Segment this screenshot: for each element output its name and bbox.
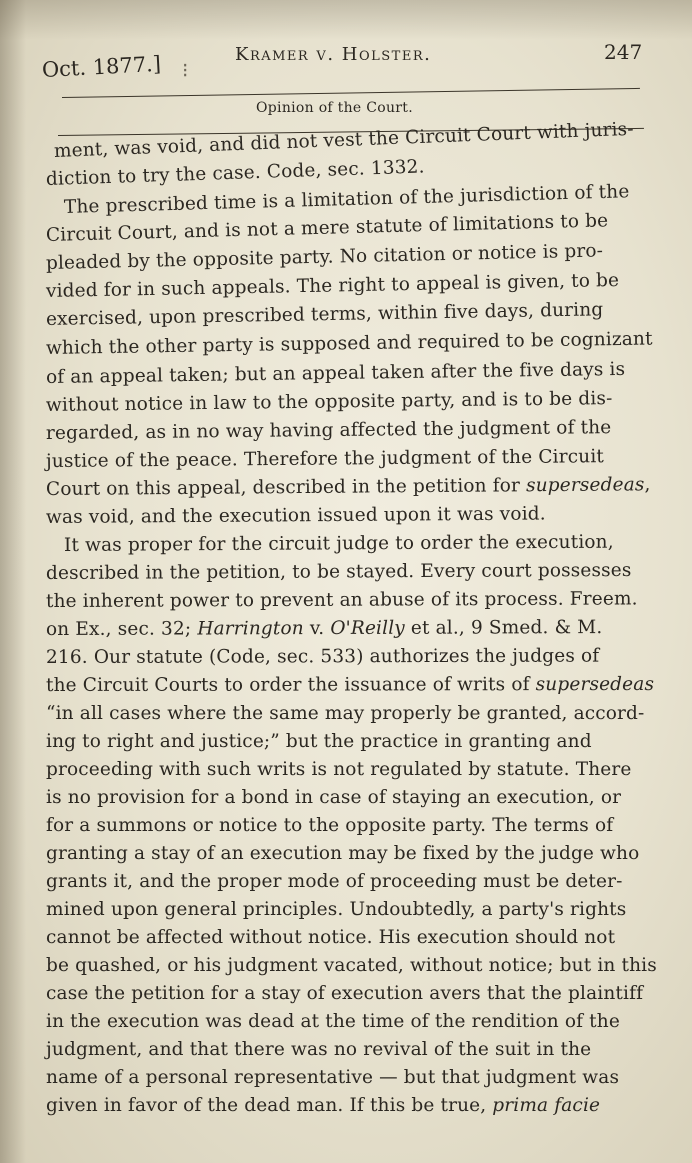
header-divider-mark: ⁝ [182, 58, 189, 82]
text-line: cannot be affected without notice. His execution should not [46, 927, 616, 948]
text-line: case the petition for a stay of execution avers that the plaintiff [46, 983, 644, 1004]
text-line: given in favor of the dead man. If this be true, prima facie [46, 1095, 601, 1116]
text-line: of an appeal taken; but an appeal taken after the five days is [45, 358, 626, 388]
text-line: granting a stay of an execution may be fixed by the judge who [46, 843, 640, 864]
text-line: Court on this appeal, described in the petition for supersedeas, [45, 474, 651, 500]
text-line: vided for in such appeals. The right to appeal is given, to be [45, 269, 620, 302]
text-line: described in the petition, to be stayed. Every court possesses [45, 559, 632, 584]
text-line: proceeding with such writs is not regulated by statute. There [46, 759, 632, 780]
text-line: be quashed, or his judgment vacated, without notice; but in this [46, 955, 657, 976]
text-line: on Ex., sec. 32; Harrington v. O'Reilly et al., 9 Smed. & M. [45, 617, 603, 640]
text-line: the inherent power to prevent an abuse of its process. Freem. [45, 588, 638, 612]
header-date: Oct. 1877.] [41, 51, 162, 82]
text-line: grants it, and the proper mode of proceeding must be deter- [46, 871, 623, 892]
text-line: exercised, upon prescribed terms, within five days, during [45, 299, 604, 330]
text-line: the Circuit Courts to order the issuance of writs of supersedeas [45, 673, 655, 696]
text-line: 216. Our statute (Code, sec. 533) authorizes the judges of [45, 645, 600, 668]
text-line: diction to try the case. Code, sec. 1332. [45, 156, 425, 190]
text-line: was void, and the execution issued upon it was void. [45, 503, 546, 528]
section-heading: Opinion of the Court. [256, 100, 413, 116]
text-line: mined upon general principles. Undoubtedly, a party's rights [46, 899, 627, 920]
text-line: It was proper for the circuit judge to order the execution, [63, 531, 614, 556]
text-line: name of a personal representative — but that judgment was [46, 1067, 620, 1088]
text-line: ing to right and justice;” but the practice in granting and [46, 731, 592, 752]
text-line: ment, was void, and did not vest the Circuit Court with juris- [53, 118, 635, 162]
text-line: “in all cases where the same may properly be granted, accord- [46, 703, 645, 724]
text-line: judgment, and that there was no revival of the suit in the [46, 1039, 592, 1060]
text-line: for a summons or notice to the opposite party. The terms of [46, 815, 614, 836]
page-number: 247 [604, 40, 643, 64]
text-line: Circuit Court, and is not a mere statute of limitations to be [45, 210, 609, 246]
running-title: Kramer v. Holster. [235, 44, 432, 65]
text-line: is no provision for a bond in case of staying an execution, or [46, 787, 622, 808]
text-line: which the other party is supposed and required to be cognizant [45, 328, 653, 359]
text-line: regarded, as in no way having affected the judgment of the [45, 417, 612, 444]
text-line: The prescribed time is a limitation of the jurisdiction of the [63, 181, 630, 218]
text-line: in the execution was dead at the time of the rendition of the [46, 1011, 620, 1032]
text-line: pleaded by the opposite party. No citation or notice is pro- [45, 240, 604, 274]
text-line: without notice in law to the opposite party, and is to be dis- [45, 388, 613, 416]
binding-shadow [0, 0, 26, 1163]
text-line: justice of the peace. Therefore the judgment of the Circuit [45, 446, 605, 472]
top-shadow [0, 0, 692, 40]
